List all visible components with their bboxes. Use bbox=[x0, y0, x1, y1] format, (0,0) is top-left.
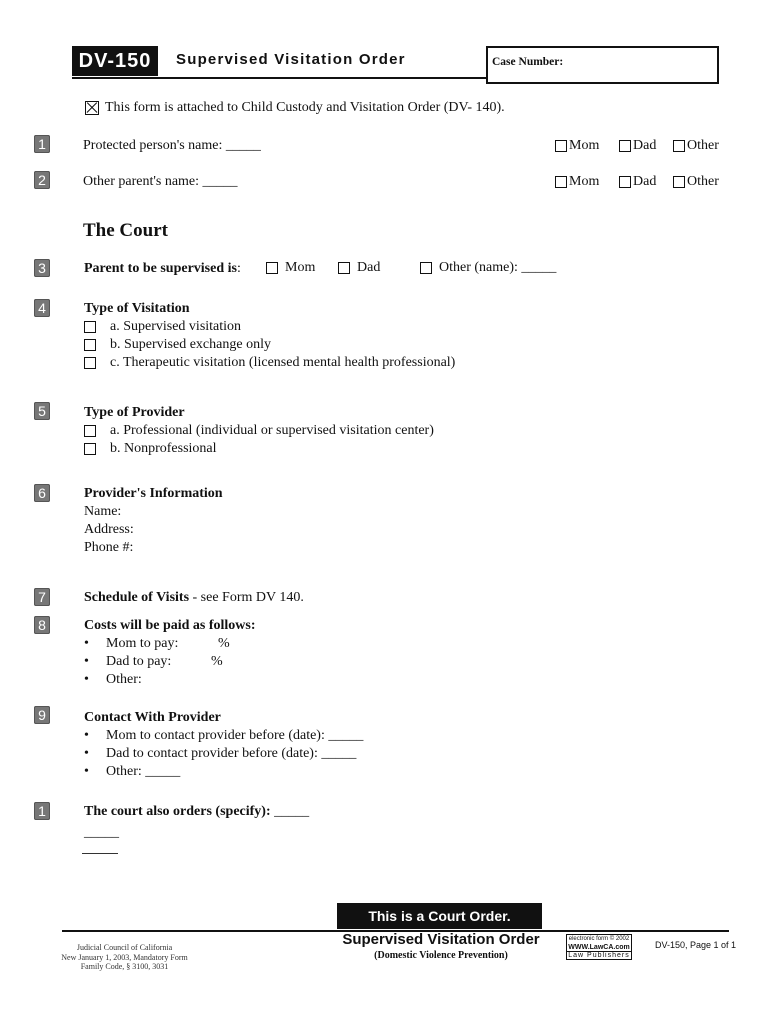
item-number-10: 1 bbox=[34, 802, 50, 820]
supervised-option-mom[interactable]: Mom bbox=[266, 260, 315, 276]
checkbox[interactable] bbox=[420, 262, 432, 274]
supervised-option-other[interactable]: Other (name): _____ bbox=[420, 260, 556, 276]
other-parent-label: Other parent's name: _____ bbox=[83, 174, 238, 189]
header-rule bbox=[72, 77, 486, 79]
provider-name-label: Name: bbox=[84, 504, 122, 519]
footer-judicial-council: Judicial Council of California New January 1, 2003, Mandatory Form Family Code, § 3100, 3031 bbox=[61, 943, 188, 971]
contact-other-line: • Other: _____ bbox=[84, 764, 181, 779]
item-number-8: 8 bbox=[34, 616, 50, 634]
item2-option-dad[interactable]: Dad bbox=[619, 174, 656, 190]
supervised-other-value[interactable]: _____ bbox=[521, 260, 557, 275]
contact-mom-line: • Mom to contact provider before (date): _____ bbox=[84, 728, 364, 743]
checkbox[interactable] bbox=[673, 176, 685, 188]
costs-dad-line: • Dad to pay: bbox=[84, 654, 172, 669]
page-number: DV-150, Page 1 of 1 bbox=[655, 940, 737, 950]
checkbox[interactable] bbox=[555, 176, 567, 188]
checkbox[interactable] bbox=[84, 443, 96, 455]
item1-option-other[interactable]: Other bbox=[673, 138, 719, 154]
item1-option-mom[interactable]: Mom bbox=[555, 138, 599, 154]
item1-option-dad[interactable]: Dad bbox=[619, 138, 656, 154]
attachment-text: This form is attached to Child Custody and Visitation Order (DV- 140). bbox=[105, 100, 505, 115]
supervised-option-dad[interactable]: Dad bbox=[338, 260, 380, 276]
item2-option-other[interactable]: Other bbox=[673, 174, 719, 190]
attachment-checkbox[interactable] bbox=[85, 101, 99, 115]
footer-form-title: Supervised Visitation Order bbox=[342, 931, 540, 948]
provider-info-title: Provider's Information bbox=[84, 486, 223, 501]
costs-dad-percent: % bbox=[211, 654, 223, 669]
court-order-banner: This is a Court Order. bbox=[337, 903, 542, 929]
visitation-option-a[interactable]: a. Supervised visitation bbox=[84, 319, 241, 335]
checkbox[interactable] bbox=[266, 262, 278, 274]
provider-phone-label: Phone #: bbox=[84, 540, 134, 555]
contact-mom-date[interactable]: _____ bbox=[328, 728, 364, 743]
checkbox[interactable] bbox=[338, 262, 350, 274]
checkbox[interactable] bbox=[673, 140, 685, 152]
other-parent-value[interactable]: _____ bbox=[202, 174, 238, 189]
footer-form-subtitle: (Domestic Violence Prevention) bbox=[374, 950, 508, 961]
item-number-6: 6 bbox=[34, 484, 50, 502]
checkbox[interactable] bbox=[84, 425, 96, 437]
visitation-option-b[interactable]: b. Supervised exchange only bbox=[84, 337, 271, 353]
costs-mom-percent: % bbox=[218, 636, 230, 651]
contact-other-value[interactable]: _____ bbox=[145, 764, 181, 779]
checkbox[interactable] bbox=[619, 140, 631, 152]
court-orders-underline bbox=[82, 853, 118, 854]
type-of-provider-title: Type of Provider bbox=[84, 405, 185, 420]
provider-option-a[interactable]: a. Professional (individual or supervised visitation center) bbox=[84, 423, 434, 439]
court-orders-value[interactable]: _____ bbox=[274, 804, 310, 819]
lawca-logo: electronic form © 2002 WWW.LawCA.com Law Publishers bbox=[566, 934, 632, 960]
item-number-4: 4 bbox=[34, 299, 50, 317]
type-of-visitation-title: Type of Visitation bbox=[84, 301, 190, 316]
protected-person-label: Protected person's name: _____ bbox=[83, 138, 261, 153]
court-also-orders-label: The court also orders (specify): _____ bbox=[84, 804, 310, 819]
contact-dad-line: • Dad to contact provider before (date): _____ bbox=[84, 746, 357, 761]
court-orders-line-2[interactable]: _____ bbox=[84, 825, 119, 840]
item-number-5: 5 bbox=[34, 402, 50, 420]
form-code-badge: DV-150 bbox=[72, 46, 158, 76]
checkbox[interactable] bbox=[84, 357, 96, 369]
costs-mom-line: • Mom to pay: bbox=[84, 636, 179, 651]
item-number-2: 2 bbox=[34, 171, 50, 189]
visitation-option-c[interactable]: c. Therapeutic visitation (licensed mental health professional) bbox=[84, 355, 455, 371]
costs-other-line: • Other: bbox=[84, 672, 142, 687]
checkbox[interactable] bbox=[555, 140, 567, 152]
item-number-9: 9 bbox=[34, 706, 50, 724]
case-number-label: Case Number: bbox=[492, 56, 564, 68]
item-number-7: 7 bbox=[34, 588, 50, 606]
item-number-1: 1 bbox=[34, 135, 50, 153]
contact-dad-date[interactable]: _____ bbox=[321, 746, 357, 761]
costs-title: Costs will be paid as follows: bbox=[84, 618, 256, 633]
checkbox[interactable] bbox=[84, 321, 96, 333]
provider-address-label: Address: bbox=[84, 522, 134, 537]
provider-option-b[interactable]: b. Nonprofessional bbox=[84, 441, 217, 457]
item-number-3: 3 bbox=[34, 259, 50, 277]
court-heading: The Court bbox=[83, 220, 168, 241]
protected-person-value[interactable]: _____ bbox=[225, 138, 261, 153]
checkbox[interactable] bbox=[84, 339, 96, 351]
schedule-of-visits: Schedule of Visits - see Form DV 140. bbox=[84, 590, 304, 605]
supervised-parent-label: Parent to be supervised is: bbox=[84, 261, 241, 276]
form-title: Supervised Visitation Order bbox=[176, 51, 406, 68]
contact-provider-title: Contact With Provider bbox=[84, 710, 221, 725]
checkbox[interactable] bbox=[619, 176, 631, 188]
item2-option-mom[interactable]: Mom bbox=[555, 174, 599, 190]
